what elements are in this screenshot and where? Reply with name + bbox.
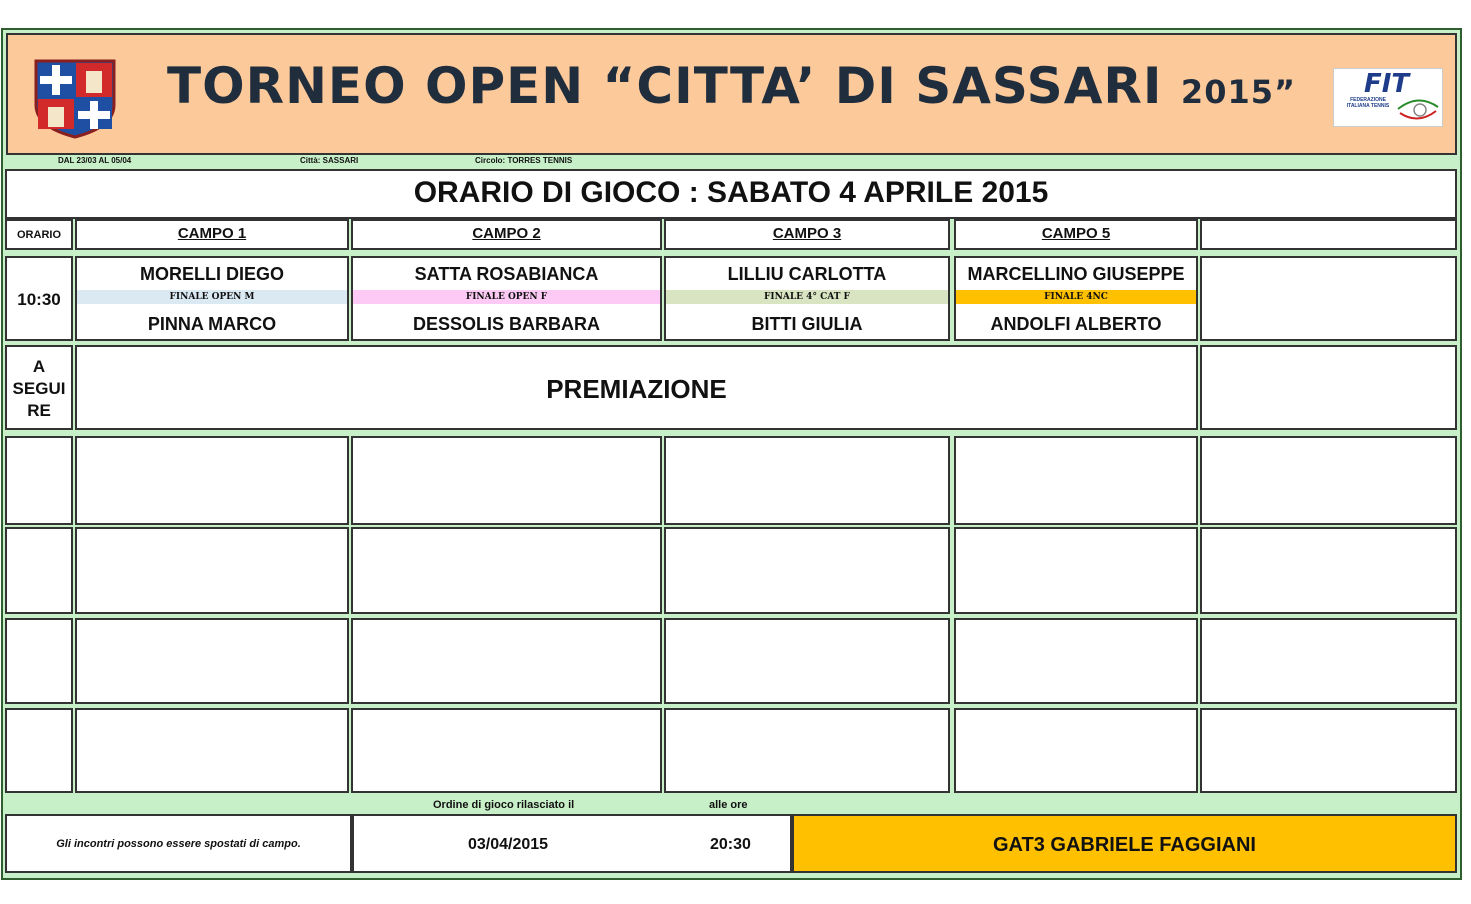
title-year: 2015” — [1180, 73, 1297, 111]
seguire-line-3: RE — [27, 401, 51, 420]
fit-logo — [1333, 68, 1443, 127]
empty-cell — [75, 527, 349, 614]
header-empty — [1200, 219, 1457, 250]
empty-cell — [351, 436, 662, 525]
footer-datetime-cell — [352, 814, 792, 873]
fit-logo-text: FIT — [1364, 69, 1410, 99]
player-1: MORELLI DIEGO — [140, 264, 284, 284]
match-cell-campo-3 — [664, 256, 950, 341]
campo-2-label: CAMPO 2 — [472, 225, 541, 242]
seguire-line-2: SEGUI — [12, 379, 66, 398]
campo-1-label: CAMPO 1 — [177, 225, 247, 242]
empty-cell — [351, 527, 662, 614]
header-orario — [5, 219, 73, 250]
premiazione-cell — [75, 345, 1198, 430]
empty-cell — [351, 618, 662, 704]
empty-cell — [664, 618, 950, 704]
match-cell-campo-5 — [954, 256, 1198, 341]
tournament-header — [6, 33, 1457, 155]
match-time: 10:30 — [17, 290, 61, 309]
released-label: Ordine di gioco rilasciato il — [433, 799, 575, 811]
header-campo-5 — [954, 219, 1198, 250]
footer-note: Gli incontri possono essere spostati di campo. — [56, 838, 301, 850]
empty-cell — [1200, 708, 1457, 793]
signature-name: GAT3 GABRIELE FAGGIANI — [993, 834, 1256, 856]
info-dates: DAL 23/03 AL 05/04 — [58, 156, 132, 165]
empty-cell — [954, 708, 1198, 793]
seguire-cell — [5, 345, 73, 430]
page-title: ORARIO DI GIOCO : SABATO 4 APRILE 2015 — [413, 176, 1049, 209]
match-cell-campo-2 — [351, 256, 662, 341]
player-2: PINNA MARCO — [147, 314, 277, 334]
tournament-title — [8, 57, 1455, 115]
time-cell — [5, 256, 73, 341]
match-cell-campo-1 — [75, 256, 349, 341]
header-campo-2 — [351, 219, 662, 250]
player-2: ANDOLFI ALBERTO — [990, 314, 1162, 334]
empty-cell — [954, 527, 1198, 614]
empty-cell — [5, 527, 73, 614]
signature-cell — [792, 814, 1457, 873]
empty-cell — [664, 436, 950, 525]
empty-cell — [954, 618, 1198, 704]
release-time: 20:30 — [710, 836, 751, 853]
empty-cell — [5, 708, 73, 793]
header-campo-3 — [664, 219, 950, 250]
empty-cell — [1200, 256, 1457, 341]
player-1: SATTA ROSABIANCA — [414, 264, 599, 284]
footer-note-cell — [5, 814, 352, 873]
info-club: Circolo: TORRES TENNIS — [475, 156, 573, 165]
orario-label: ORARIO — [17, 229, 61, 241]
match-category: FINALE 4NC — [956, 290, 1196, 304]
empty-cell — [75, 436, 349, 525]
campo-5-label: CAMPO 5 — [1041, 225, 1111, 242]
empty-cell — [351, 708, 662, 793]
empty-cell — [5, 618, 73, 704]
seguire-line-1: A — [32, 357, 46, 376]
empty-cell — [75, 618, 349, 704]
hour-label: alle ore — [709, 799, 748, 811]
match-category: FINALE OPEN F — [353, 290, 660, 304]
match-category: FINALE 4° CAT F — [666, 290, 948, 304]
seguire-label — [7, 356, 71, 422]
empty-cell — [1200, 527, 1457, 614]
empty-cell — [954, 436, 1198, 525]
player-1: LILLIU CARLOTTA — [727, 264, 887, 284]
empty-cell — [664, 527, 950, 614]
empty-cell — [5, 436, 73, 525]
fit-ball-icon — [1396, 95, 1440, 123]
player-2: BITTI GIULIA — [751, 314, 863, 334]
empty-cell — [1200, 345, 1457, 430]
player-1: MARCELLINO GIUSEPPE — [967, 264, 1185, 284]
header-campo-1 — [75, 219, 349, 250]
match-category: FINALE OPEN M — [77, 290, 347, 304]
campo-3-label: CAMPO 3 — [772, 225, 842, 242]
empty-cell — [75, 708, 349, 793]
empty-cell — [664, 708, 950, 793]
fit-logo-subtitle: FEDERAZIONE ITALIANA TENNIS — [1346, 97, 1390, 109]
empty-cell — [1200, 618, 1457, 704]
info-city: Città: SASSARI — [300, 156, 359, 165]
player-2: DESSOLIS BARBARA — [412, 314, 600, 334]
premiazione-label: PREMIAZIONE — [546, 374, 727, 404]
title-main: TORNEO OPEN “CITTA’ DI SASSARI — [166, 57, 1163, 115]
release-date: 03/04/2015 — [468, 836, 549, 853]
schedule-title-box — [5, 169, 1457, 219]
empty-cell — [1200, 436, 1457, 525]
